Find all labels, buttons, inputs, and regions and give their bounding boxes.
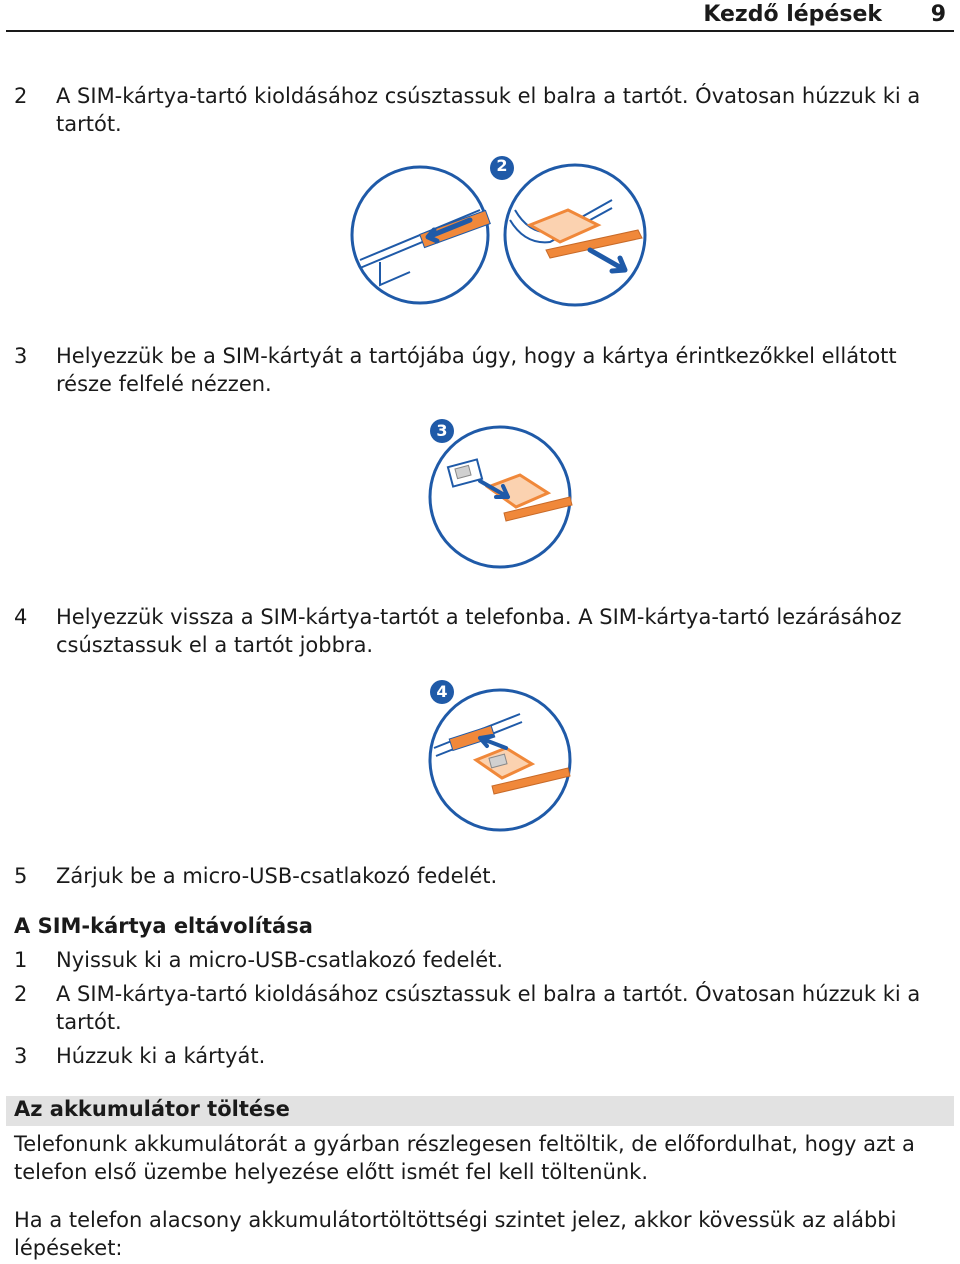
- remove-sim-heading: A SIM-kártya eltávolítása: [14, 914, 313, 938]
- page-number: 9: [930, 2, 946, 27]
- step-text: A SIM-kártya-tartó kioldásához csúsztassuk el balra a tartót. Óvatosan húzzuk ki a tartót.: [56, 84, 921, 136]
- step-text: Helyezzük vissza a SIM-kártya-tartót a telefonba. A SIM-kártya-tartó lezárásához csúsztassuk el a tartót jobbra.: [56, 605, 902, 657]
- step-text: Zárjuk be a micro-USB-csatlakozó fedelét.: [56, 864, 498, 888]
- figure-3-badge: 3: [436, 421, 448, 440]
- charging-heading: Az akkumulátor töltése: [14, 1097, 290, 1121]
- figure-4-illustration: [420, 678, 580, 838]
- step-text: Helyezzük be a SIM-kártyát a tartójába úgy, hogy a kártya érintkezőkkel ellátott része felfelé nézzen.: [56, 344, 897, 396]
- step-number: 5: [14, 864, 28, 888]
- section-title: Kezdő lépések: [703, 2, 882, 27]
- charging-paragraph-1: Telefonunk akkumulátorát a gyárban részlegesen feltöltik, de előfordulhat, hogy azt a telefon első üzembe helyezése előtt ismét fel kell töltenünk.: [14, 1132, 915, 1184]
- step-number: 2: [14, 84, 28, 108]
- step-number: 3: [14, 344, 28, 368]
- step-number: 3: [14, 1044, 28, 1068]
- step-number: 2: [14, 982, 28, 1006]
- figure-2-badge: 2: [496, 156, 508, 175]
- charging-heading-bar: [6, 1096, 954, 1126]
- step-number: 1: [14, 948, 28, 972]
- figure-4-badge: 4: [436, 682, 448, 701]
- step-text: A SIM-kártya-tartó kioldásához csúsztassuk el balra a tartót. Óvatosan húzzuk ki a tartót.: [56, 982, 921, 1034]
- step-number: 4: [14, 605, 28, 629]
- figure-2-illustration: [350, 150, 660, 320]
- step-text: Húzzuk ki a kártyát.: [56, 1044, 266, 1068]
- step-text: Nyissuk ki a micro-USB-csatlakozó fedelét.: [56, 948, 504, 972]
- page-header: [6, 0, 954, 32]
- charging-paragraph-2: Ha a telefon alacsony akkumulátortöltöttségi szintet jelez, akkor kövessük az alábbi lépéseket:: [14, 1208, 897, 1260]
